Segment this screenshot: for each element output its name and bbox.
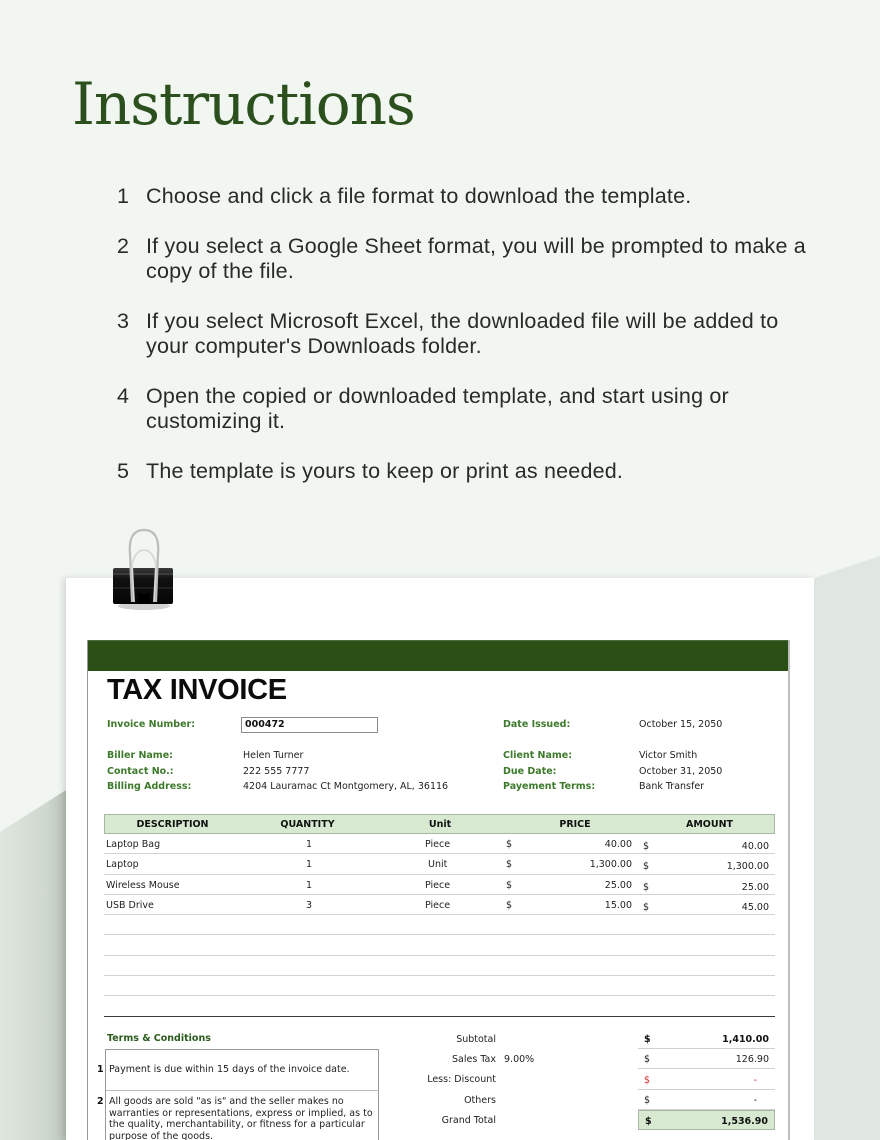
payment-terms-label: Payement Terms: xyxy=(503,781,596,792)
cell-quantity: 1 xyxy=(306,839,313,850)
grand-total-currency: $ xyxy=(645,1116,652,1127)
cell-price: 15.00 xyxy=(604,899,632,911)
payment-terms-value: Bank Transfer xyxy=(639,781,705,792)
cell-price-currency: $ xyxy=(506,859,513,871)
table-row xyxy=(104,895,775,915)
cell-unit: Piece xyxy=(425,879,451,891)
cell-amount-currency: $ xyxy=(643,881,650,893)
cell-price: 40.00 xyxy=(604,839,632,850)
cell-unit: Piece xyxy=(425,839,451,850)
subtotal-row xyxy=(638,1029,775,1049)
discount-value: - xyxy=(753,1075,757,1086)
sales-tax-rate: 9.00% xyxy=(504,1054,535,1065)
cell-amount-currency: $ xyxy=(643,901,650,913)
grand-total-row xyxy=(638,1110,775,1130)
table-row xyxy=(104,875,775,895)
tax-invoice xyxy=(87,640,790,1140)
due-date-label: Due Date: xyxy=(503,766,557,777)
line-items-table xyxy=(104,814,775,1017)
instruction-steps xyxy=(117,184,817,509)
cell-amount: 45.00 xyxy=(741,901,769,913)
term-item xyxy=(97,1050,378,1091)
step-text: If you select Microsoft Excel, the downloaded file will be added to your computer's Downloads folder. xyxy=(146,309,779,358)
sales-tax-row xyxy=(638,1049,775,1069)
billing-address-value: 4204 Lauramac Ct Montgomery, AL, 36116 xyxy=(243,781,449,792)
binder-clip-icon xyxy=(108,526,178,610)
invoice-number-label: Invoice Number: xyxy=(107,719,195,730)
grand-total-value: 1,536.90 xyxy=(721,1116,768,1127)
step-number: 5 xyxy=(117,459,130,483)
table-row-empty xyxy=(104,996,775,1016)
step-item xyxy=(117,459,817,484)
cell-description: Laptop Bag xyxy=(106,839,161,850)
col-description: DESCRIPTION xyxy=(136,818,209,830)
cell-amount: 40.00 xyxy=(741,841,769,852)
page-title: Instructions xyxy=(72,70,415,138)
subtotal-value: 1,410.00 xyxy=(722,1034,769,1045)
col-unit: Unit xyxy=(428,818,452,830)
table-header xyxy=(104,814,775,834)
step-item xyxy=(117,234,817,284)
sales-tax-value: 126.90 xyxy=(735,1054,769,1065)
step-text: If you select a Google Sheet format, you will be prompted to make a copy of the file. xyxy=(146,234,806,283)
step-text: Open the copied or downloaded template, and start using or customizing it. xyxy=(146,384,729,433)
term-number: 2 xyxy=(97,1096,104,1107)
step-number: 1 xyxy=(117,184,130,208)
cell-unit: Unit xyxy=(428,859,448,871)
table-row-empty xyxy=(104,915,775,935)
table-row-empty xyxy=(104,935,775,955)
step-item xyxy=(117,309,817,359)
subtotal-label: Subtotal xyxy=(456,1034,496,1045)
step-item xyxy=(117,184,817,209)
cell-amount-currency: $ xyxy=(643,861,650,873)
others-currency: $ xyxy=(644,1095,651,1106)
cell-quantity: 1 xyxy=(306,859,313,871)
client-name-label: Client Name: xyxy=(503,750,573,761)
table-row xyxy=(104,834,775,854)
step-text: The template is yours to keep or print as needed. xyxy=(146,459,624,483)
term-number: 1 xyxy=(97,1064,104,1075)
cell-price: 25.00 xyxy=(604,879,632,891)
background-shape-right xyxy=(814,556,880,1140)
others-row xyxy=(638,1090,775,1110)
sales-tax-label: Sales Tax xyxy=(452,1054,496,1065)
cell-description: USB Drive xyxy=(106,899,154,911)
cell-price-currency: $ xyxy=(506,899,513,911)
col-amount: AMOUNT xyxy=(685,818,734,830)
billing-address-label: Billing Address: xyxy=(107,781,192,792)
step-number: 2 xyxy=(117,234,130,258)
biller-name-value: Helen Turner xyxy=(243,750,304,761)
term-item xyxy=(97,1091,378,1140)
table-row-empty xyxy=(104,956,775,976)
subtotal-currency: $ xyxy=(644,1034,651,1045)
background-shape-left xyxy=(0,780,66,1140)
due-date-value: October 31, 2050 xyxy=(639,766,723,777)
cell-quantity: 3 xyxy=(306,899,313,911)
grand-total-label: Grand Total xyxy=(441,1115,496,1126)
date-issued-value: October 15, 2050 xyxy=(639,719,723,730)
col-quantity: QUANTITY xyxy=(280,818,335,830)
cell-price: 1,300.00 xyxy=(589,859,632,871)
biller-name-label: Biller Name: xyxy=(107,750,173,761)
discount-currency: $ xyxy=(644,1075,651,1086)
cell-description: Wireless Mouse xyxy=(106,879,180,891)
term-text: Payment is due within 15 days of the invoice date. xyxy=(109,1064,350,1075)
step-item xyxy=(117,384,817,434)
date-issued-label: Date Issued: xyxy=(503,719,571,730)
cell-amount-currency: $ xyxy=(643,841,650,852)
col-price: PRICE xyxy=(559,818,591,830)
terms-list xyxy=(97,1049,379,1140)
others-label: Others xyxy=(464,1095,496,1106)
contact-no-label: Contact No.: xyxy=(107,766,174,777)
cell-unit: Piece xyxy=(425,899,451,911)
cell-description: Laptop xyxy=(106,859,139,871)
cell-price-currency: $ xyxy=(506,839,513,850)
invoice-title: TAX INVOICE xyxy=(107,674,287,706)
cell-price-currency: $ xyxy=(506,879,513,891)
step-text: Choose and click a file format to download the template. xyxy=(146,184,692,208)
table-row xyxy=(104,854,775,874)
terms-title: Terms & Conditions xyxy=(107,1033,211,1044)
others-value: - xyxy=(753,1095,757,1106)
step-number: 4 xyxy=(117,384,130,408)
table-row-empty xyxy=(104,976,775,996)
sales-tax-currency: $ xyxy=(644,1054,651,1065)
contact-no-value: 222 555 7777 xyxy=(243,766,310,777)
cell-amount: 1,300.00 xyxy=(726,861,769,873)
cell-quantity: 1 xyxy=(306,879,313,891)
step-number: 3 xyxy=(117,309,130,333)
term-text: All goods are sold "as is" and the seller makes no warranties or representations, express or implied, as to the quality, merchantability, or fitness for a particular purpose of the goods. xyxy=(109,1096,373,1140)
invoice-number-field[interactable]: 000472 xyxy=(241,717,378,733)
invoice-header-band xyxy=(88,640,788,671)
discount-row xyxy=(638,1070,775,1090)
discount-label: Less: Discount xyxy=(427,1074,496,1085)
client-name-value: Victor Smith xyxy=(639,750,698,761)
cell-amount: 25.00 xyxy=(741,881,769,893)
